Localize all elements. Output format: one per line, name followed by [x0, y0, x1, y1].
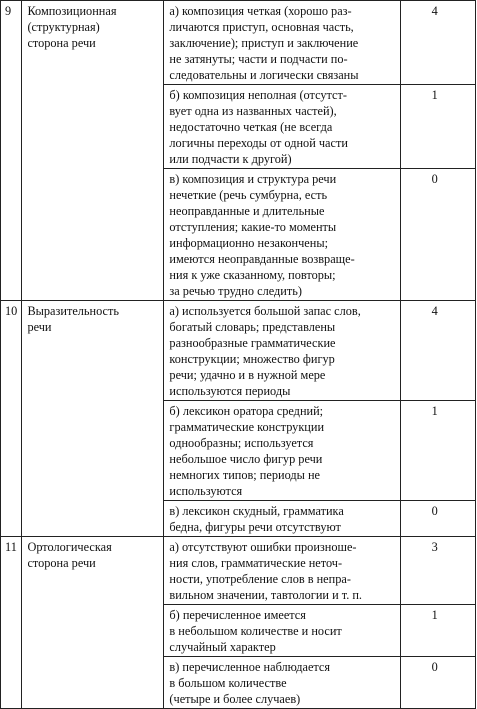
option-description-line: имеются неоправданные возвраще- — [169, 252, 355, 266]
option-description — [164, 1, 401, 85]
option-description — [164, 657, 401, 709]
option-description-line: богатый словарь; представлены — [169, 320, 336, 334]
option-description-line: нечеткие (речь сумбурна, есть — [169, 188, 328, 202]
criterion-name-line: (структурная) — [27, 20, 100, 34]
criterion-name — [22, 301, 164, 537]
option-description-line: отступления; какие-то моменты — [169, 220, 337, 234]
option-description-line: а) используется большой запас слов, — [169, 304, 361, 318]
criterion-row — [1, 537, 476, 605]
option-description-line: в) лексикон скудный, грамматика — [169, 504, 344, 518]
option-description-line: неоправданные и длительные — [169, 204, 325, 218]
option-description-line: б) перечисленное имеется — [169, 608, 306, 622]
criterion-number: 10 — [1, 301, 22, 537]
option-description-line: речи; удачно и в нужной мере — [169, 368, 326, 382]
option-description-line: бедна, фигуры речи отсутствуют — [169, 520, 341, 534]
option-description-line: конструкции; множество фигур — [169, 352, 335, 366]
option-description-line: ния слов, грамматические неточ- — [169, 556, 343, 570]
option-description — [164, 85, 401, 169]
criterion-name-line: Композиционная — [27, 4, 117, 18]
option-description-line: недостаточно четкая (не всегда — [169, 120, 333, 134]
option-description — [164, 301, 401, 401]
option-description-line: не затянуты; части и подчасти по- — [169, 52, 348, 66]
criterion-row — [1, 1, 476, 85]
option-description — [164, 401, 401, 501]
option-description-line: ния к уже сказанному, повторы; — [169, 268, 336, 282]
criterion-name — [22, 1, 164, 301]
criterion-name-line: Выразительность — [27, 304, 119, 318]
criterion-number: 11 — [1, 537, 22, 709]
option-score: 1 — [401, 605, 476, 657]
criterion-name — [22, 537, 164, 709]
option-description-line: б) лексикон оратора средний; — [169, 404, 324, 418]
criteria-table-body — [1, 1, 476, 709]
option-description-line: вует одна из названных частей), — [169, 104, 337, 118]
option-description-line: логичны переходы от одной части — [169, 136, 348, 150]
option-description-line: в) композиция и структура речи — [169, 172, 337, 186]
criterion-name-line: речи — [27, 320, 52, 334]
option-description-line: разнообразные грамматические — [169, 336, 336, 350]
option-description — [164, 605, 401, 657]
option-description-line: небольшое число фигур речи — [169, 452, 323, 466]
option-description — [164, 169, 401, 301]
option-score: 0 — [401, 501, 476, 537]
option-description-line: информационно незакончены; — [169, 236, 328, 250]
option-description — [164, 537, 401, 605]
option-description-line: используются — [169, 484, 243, 498]
option-description-line: за речью трудно следить) — [169, 284, 302, 298]
option-description-line: следовательны и логически связаны — [169, 68, 359, 82]
option-description-line: однообразны; используется — [169, 436, 314, 450]
option-description-line: а) отсутствуют ошибки произноше- — [169, 540, 357, 554]
option-description-line: в небольшом количестве и носит — [169, 624, 342, 638]
option-description-line: или подчасти к другой) — [169, 152, 292, 166]
criterion-number: 9 — [1, 1, 22, 301]
option-description-line: вильном значении, тавтологии и т. п. — [169, 588, 362, 602]
option-description — [164, 501, 401, 537]
option-score: 4 — [401, 301, 476, 401]
option-description-line: в) перечисленное наблюдается — [169, 660, 331, 674]
criterion-name-line: сторона речи — [27, 36, 96, 50]
option-description-line: грамматические конструкции — [169, 420, 325, 434]
option-description-line: немногих типов; периоды не — [169, 468, 320, 482]
option-description-line: б) композиция неполная (отсутст- — [169, 88, 347, 102]
criterion-row — [1, 301, 476, 401]
option-score: 1 — [401, 401, 476, 501]
option-score: 1 — [401, 85, 476, 169]
option-score: 0 — [401, 657, 476, 709]
option-description-line: случайный характер — [169, 640, 276, 654]
criterion-name-line: Ортологическая — [27, 540, 112, 554]
option-description-line: (четыре и более случаев) — [169, 692, 301, 706]
option-description-line: в большом количестве — [169, 676, 287, 690]
option-description-line: используются периоды — [169, 384, 291, 398]
criterion-name-line: сторона речи — [27, 556, 96, 570]
option-score: 3 — [401, 537, 476, 605]
option-description-line: заключение); приступ и заключение — [169, 36, 359, 50]
option-description-line: а) композиция четкая (хорошо раз- — [169, 4, 352, 18]
option-description-line: личаются приступ, основная часть, — [169, 20, 354, 34]
option-description-line: ности, употребление слов в непра- — [169, 572, 351, 586]
option-score: 4 — [401, 1, 476, 85]
option-score: 0 — [401, 169, 476, 301]
